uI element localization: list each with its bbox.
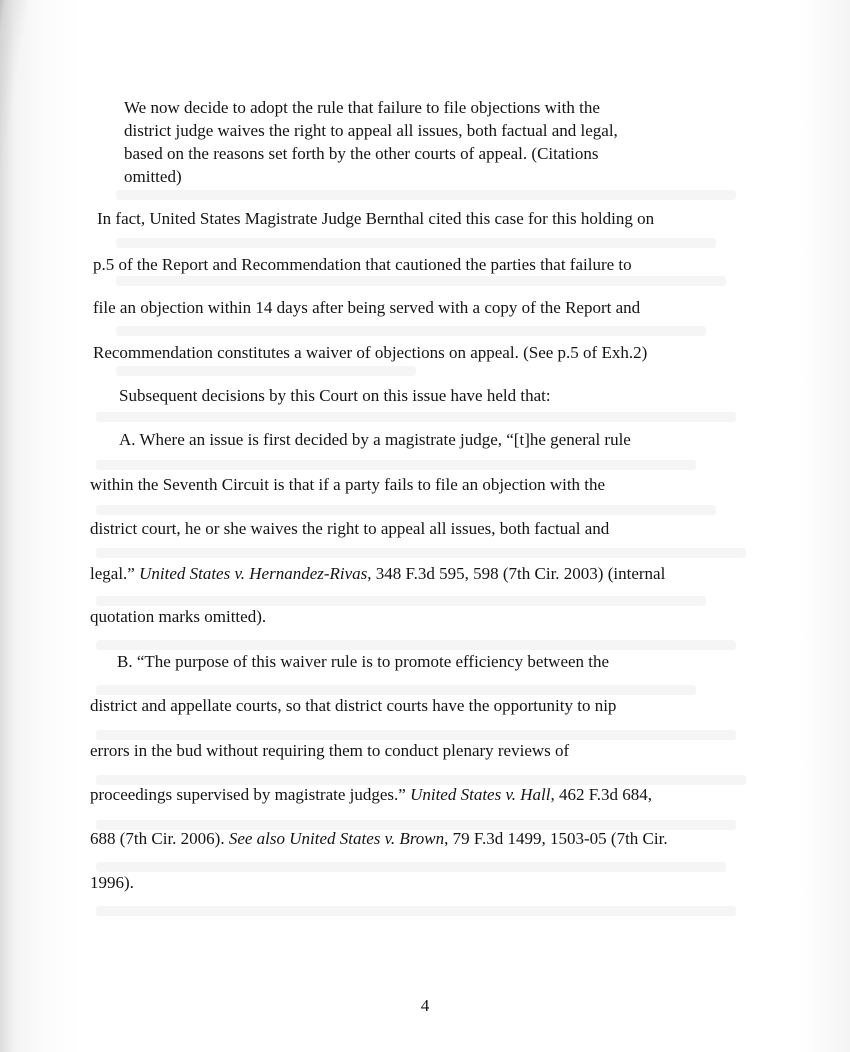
paragraph-line: 1996). [90, 873, 134, 892]
paragraph-line: quotation marks omitted). [90, 607, 267, 626]
paragraph-line: In fact, United States Magistrate Judge Bernthal cited this case for this holding on [97, 209, 655, 228]
paragraph-line [90, 828, 668, 850]
text-run: proceedings supervised by magistrate judges.” [90, 785, 411, 804]
citation: , 79 F.3d 1499, 1503-05 (7th Cir. [444, 829, 668, 848]
quote-line: omitted) [124, 167, 182, 186]
text-run: legal.” [90, 564, 140, 583]
paragraph-line: Recommendation constitutes a waiver of objections on appeal. (See p.5 of Exh.2) [93, 343, 648, 362]
case-name: United States v. Hall [410, 785, 551, 804]
paragraph-line: errors in the bud without requiring them to conduct plenary reviews of [90, 741, 570, 760]
paragraph-line: A. Where an issue is first decided by a magistrate judge, “[t]he general rule [119, 430, 631, 449]
paragraph-line: district court, he or she waives the right to appeal all issues, both factual and [90, 519, 610, 538]
quote-line: district judge waives the right to appeal all issues, both factual and legal, [124, 121, 618, 140]
paragraph-line: p.5 of the Report and Recommendation that cautioned the parties that failure to [93, 255, 632, 274]
case-name: See also United States v. Brown [228, 829, 445, 848]
case-name: United States v. Hernandez-Rivas [139, 564, 368, 583]
citation: , 462 F.3d 684, [550, 785, 653, 804]
quote-line: We now decide to adopt the rule that failure to file objections with the [124, 98, 600, 117]
paragraph-subsequent: Subsequent decisions by this Court on this issue have held that: [119, 386, 551, 405]
paragraph-line: file an objection within 14 days after being served with a copy of the Report and [93, 298, 641, 317]
paragraph-line: within the Seventh Circuit is that if a party fails to file an objection with the [90, 475, 606, 494]
paragraph-line [90, 563, 665, 585]
citation: , 348 F.3d 595, 598 (7th Cir. 2003) (internal [367, 564, 666, 583]
paragraph-line: B. “The purpose of this waiver rule is to promote efficiency between the [117, 652, 610, 671]
paragraph-line [90, 784, 652, 806]
page-number: 4 [420, 996, 430, 1015]
paragraph-line: district and appellate courts, so that district courts have the opportunity to nip [90, 696, 617, 715]
citation: 688 (7th Cir. 2006). [90, 829, 229, 848]
quote-line: based on the reasons set forth by the other courts of appeal. (Citations [124, 144, 599, 163]
